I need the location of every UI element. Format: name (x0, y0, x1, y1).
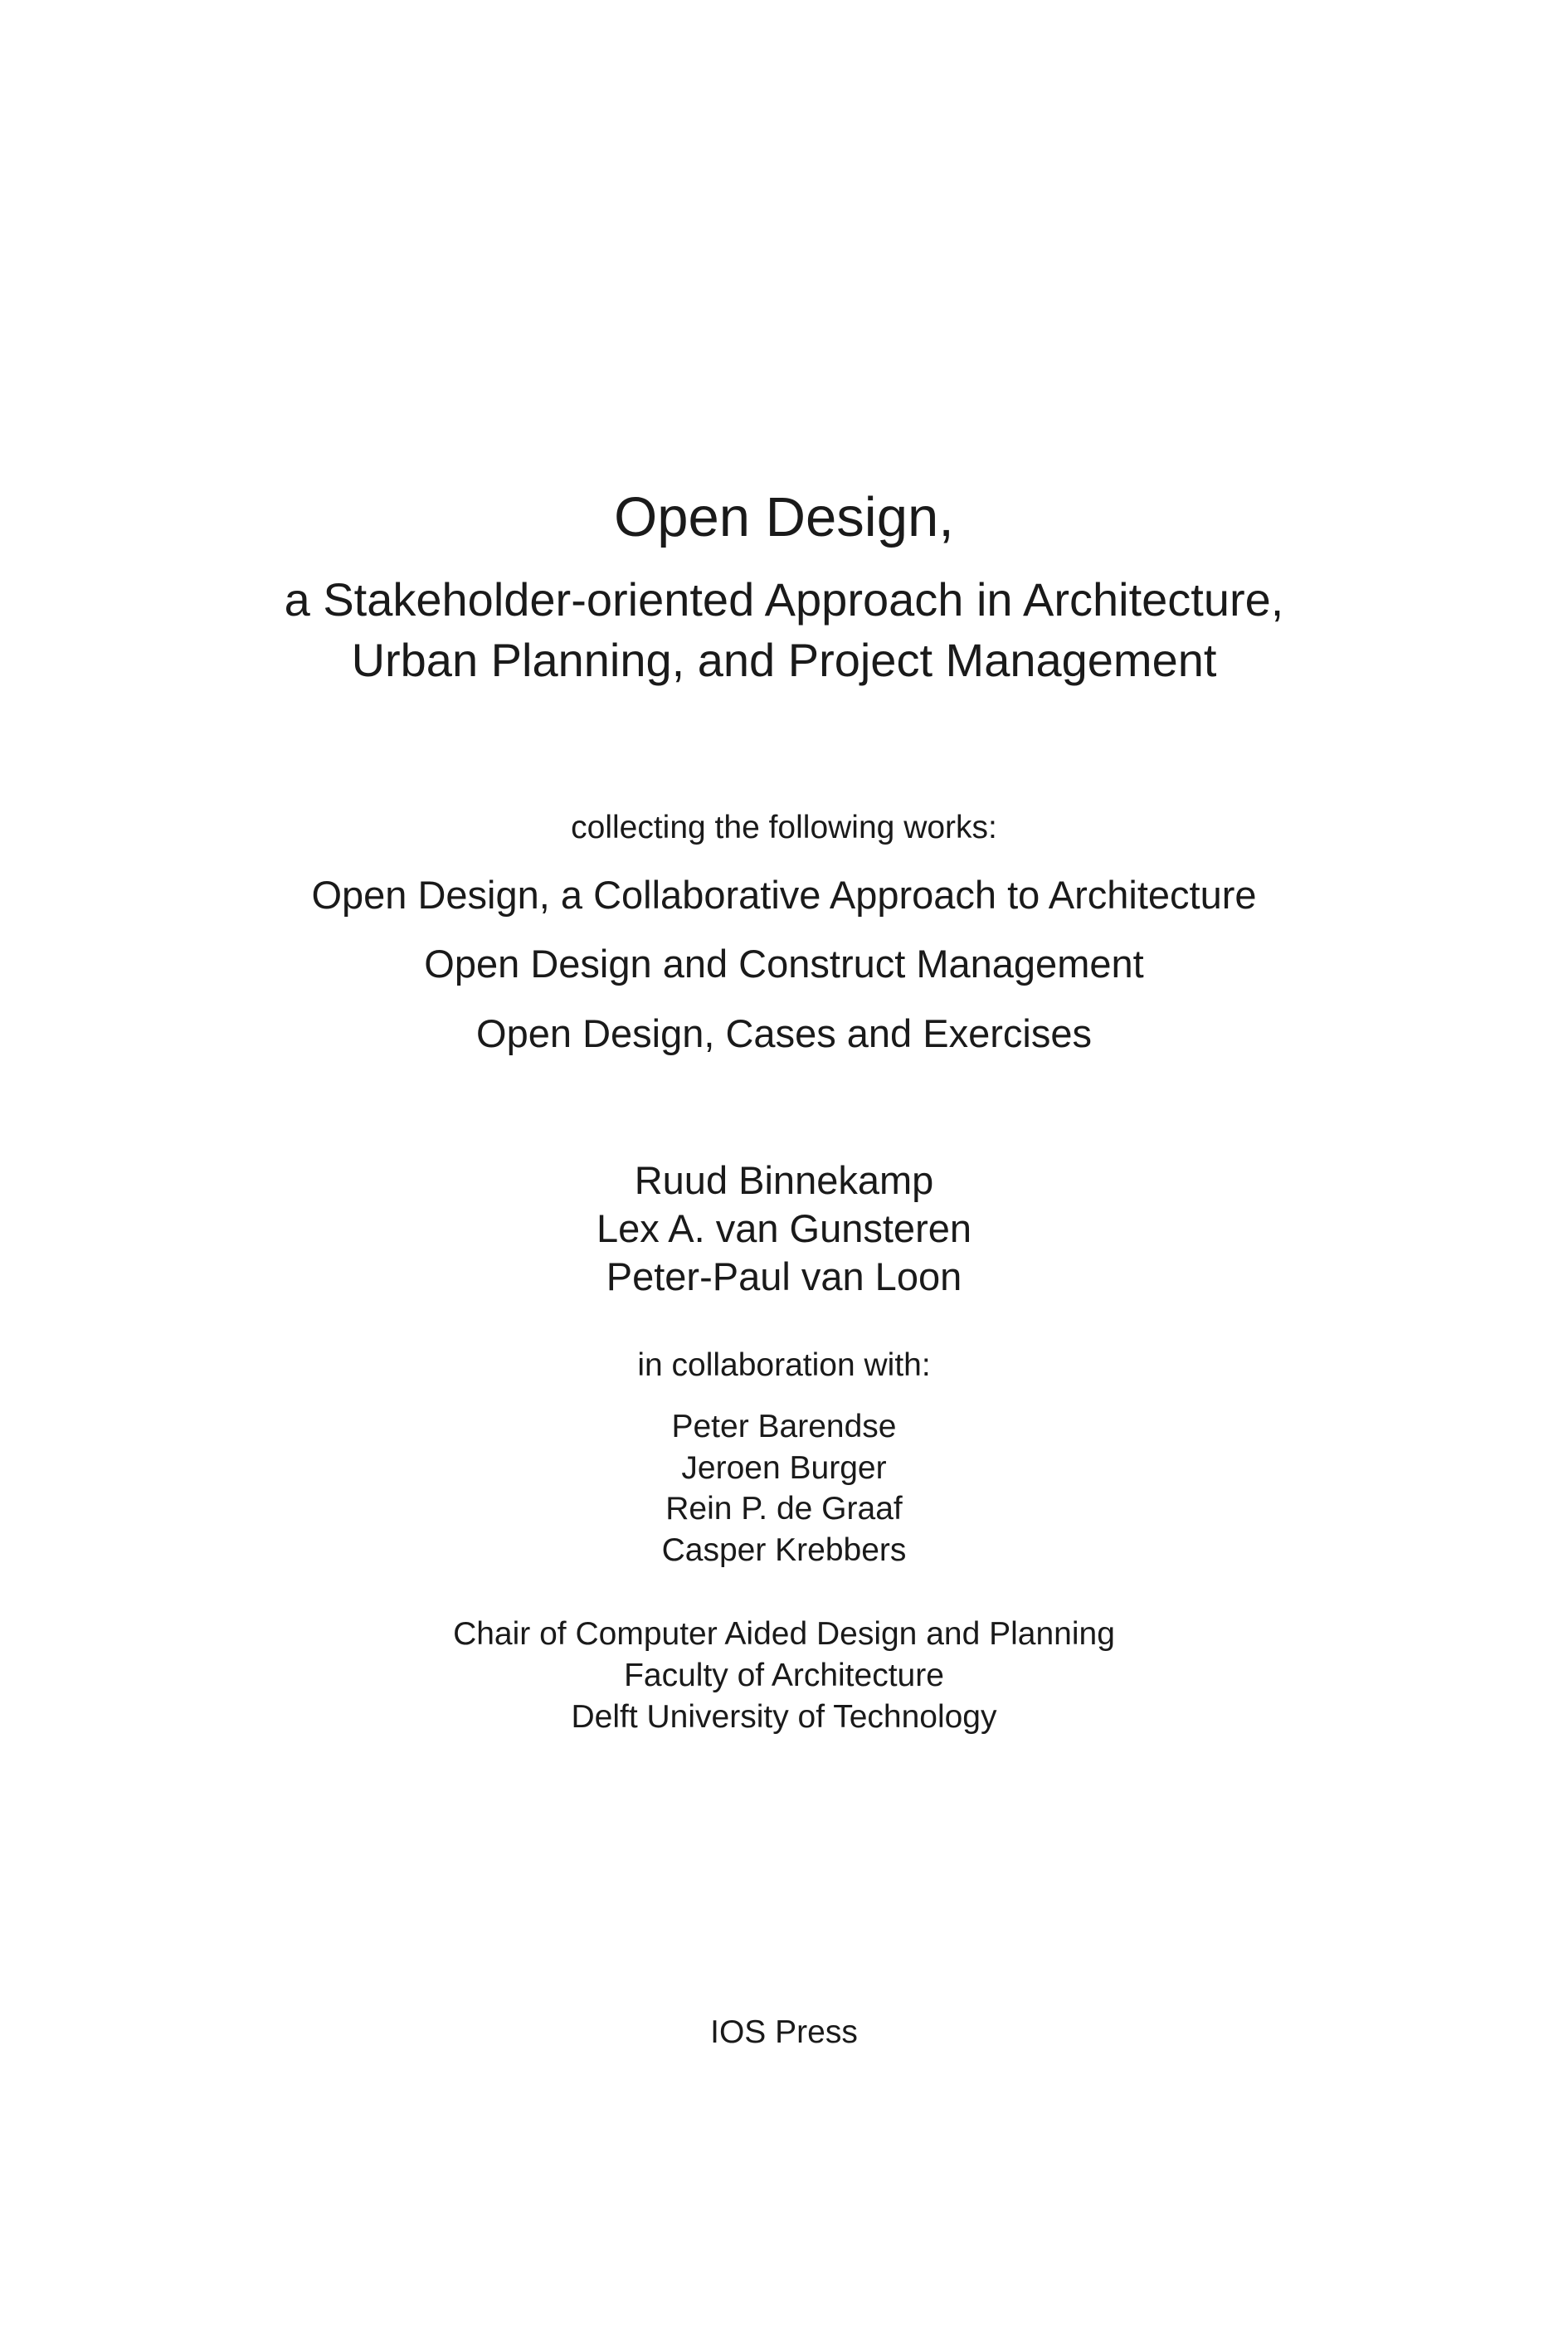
collected-work-3: Open Design, Cases and Exercises (476, 1011, 1092, 1055)
collaborator-1: Peter Barendse (671, 1409, 897, 1444)
book-subtitle-line-1: a Stakeholder-oriented Approach in Architecture, (284, 573, 1284, 626)
collaboration-label: in collaboration with: (637, 1347, 931, 1383)
collecting-works-label: collecting the following works: (571, 810, 997, 845)
collaborator-4: Casper Krebbers (661, 1532, 907, 1568)
institution-faculty: Faculty of Architecture (624, 1658, 944, 1693)
author-1: Ruud Binnekamp (634, 1158, 934, 1202)
author-2: Lex A. van Gunsteren (596, 1206, 971, 1250)
author-3: Peter-Paul van Loon (606, 1254, 962, 1298)
collaborator-3: Rein P. de Graaf (665, 1491, 903, 1527)
collected-work-1: Open Design, a Collaborative Approach to Architecture (311, 873, 1257, 917)
book-title: Open Design, (614, 486, 954, 548)
collected-work-2: Open Design and Construct Management (424, 942, 1144, 986)
institution-chair: Chair of Computer Aided Design and Planning (453, 1616, 1115, 1652)
publisher-name: IOS Press (710, 2014, 858, 2050)
collaborator-2: Jeroen Burger (681, 1450, 887, 1486)
book-subtitle-line-2: Urban Planning, and Project Management (351, 634, 1217, 686)
institution-university: Delft University of Technology (571, 1699, 997, 1735)
